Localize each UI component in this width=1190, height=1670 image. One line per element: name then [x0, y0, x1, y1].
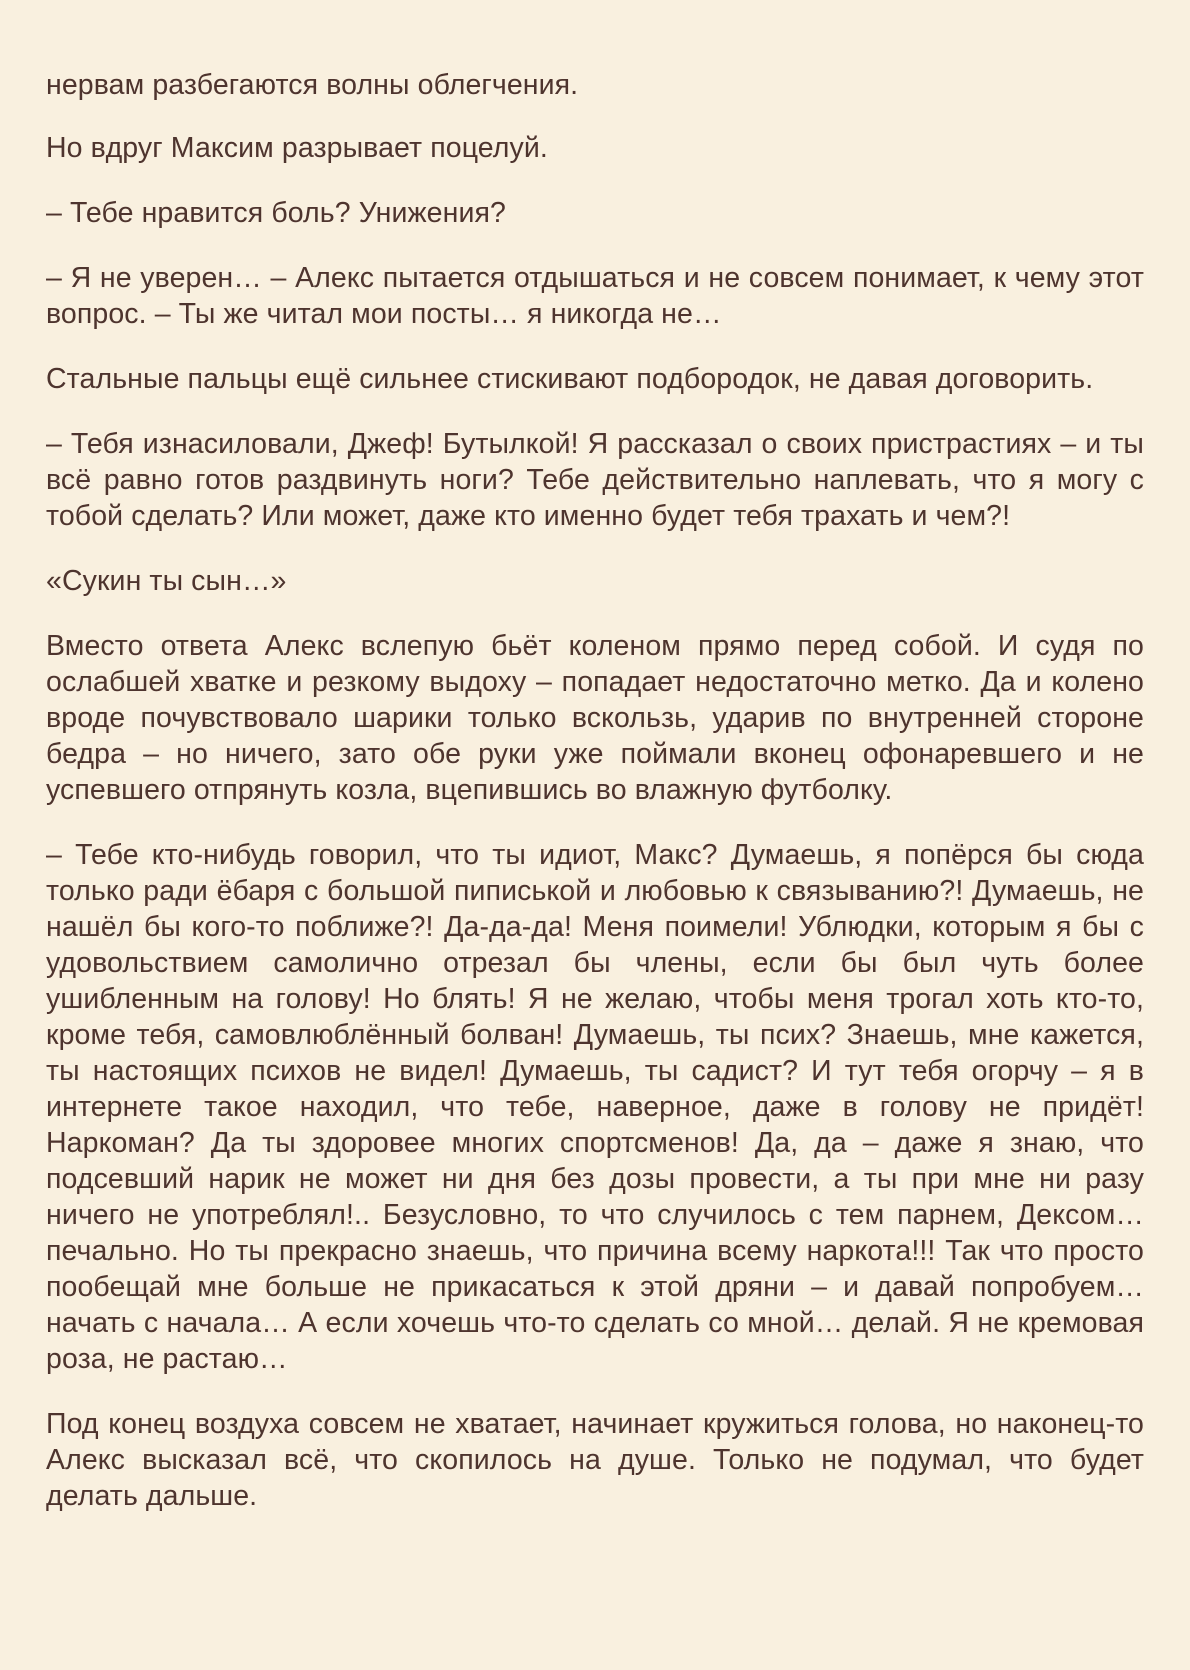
story-text — [46, 67, 1144, 1514]
paragraph-1: нервам разбегаются волны облегчения. — [46, 69, 579, 101]
paragraph-7: «Сукин ты сын…» — [46, 565, 287, 597]
paragraph-10: Под конец воздуха совсем не хватает, начинает кружиться голова, но наконец-то Алекс высказал всё, что скопилось на душе. Только не подумал, что будет делать дальше. — [46, 1408, 1144, 1512]
paragraph-4: – Я не уверен… – Алекс пытается отдышаться и не совсем понимает, к чему этот вопрос. – Ты же читал мои посты… я никогда не… — [46, 262, 1144, 330]
paragraph-9: – Тебе кто-нибудь говорил, что ты идиот, Макс? Думаешь, я попёрся бы сюда только ради ёбаря с большой пиписькой и любовью к связыванию?! Думаешь, не нашёл бы кого-то поближе?! Да-да-да! Меня поимели! Ублюдки, которым я бы с удовольствием самолично отрезал бы члены, если бы был чуть более ушибленным на голову! Но блять! Я не желаю, чтобы меня трогал хоть кто-то, кроме тебя, самовлюблённый болван! Думаешь, ты псих? Знаешь, мне кажется, ты настоящих психов не видел! Думаешь, ты садист? И тут тебя огорчу – я в интернете такое находил, что тебе, наверное, даже в голову не придёт! Наркоман? Да ты здоровее многих спортсменов! Да, да – даже я знаю, что подсевший нарик не может ни дня без дозы провести, а ты при мне ни разу ничего не употреблял!.. Безусловно, то что случилось с тем парнем, Дексом… печально. Но ты прекрасно знаешь, что причина всему наркота!!! Так что просто пообещай мне больше не прикасаться к этой дряни – и давай попробуем… начать с начала… А если хочешь что-то сделать со мной… делай. Я не кремовая роза, не растаю… — [46, 839, 1144, 1375]
paragraph-6: – Тебя изнасиловали, Джеф! Бутылкой! Я рассказал о своих пристрастиях – и ты всё равно готов раздвинуть ноги? Тебе действительно наплевать, что я могу с тобой сделать? Или может, даже кто именно будет тебя трахать и чем?! — [46, 428, 1144, 532]
paragraph-2: Но вдруг Максим разрывает поцелуй. — [46, 132, 548, 164]
paragraph-3: – Тебе нравится боль? Унижения? — [46, 197, 506, 229]
paragraph-8: Вместо ответа Алекс вслепую бьёт коленом прямо перед собой. И судя по ослабшей хватке и резкому выдоху – попадает недостаточно метко. Да и колено вроде почувствовало шарики только вскользь, ударив по внутренней стороне бедра – но ничего, зато обе руки уже поймали вконец офонаревшего и не успевшего отпрянуть козла, вцепившись во влажную футболку. — [46, 630, 1144, 806]
paragraph-5: Стальные пальцы ещё сильнее стискивают подбородок, не давая договорить. — [46, 363, 1094, 395]
